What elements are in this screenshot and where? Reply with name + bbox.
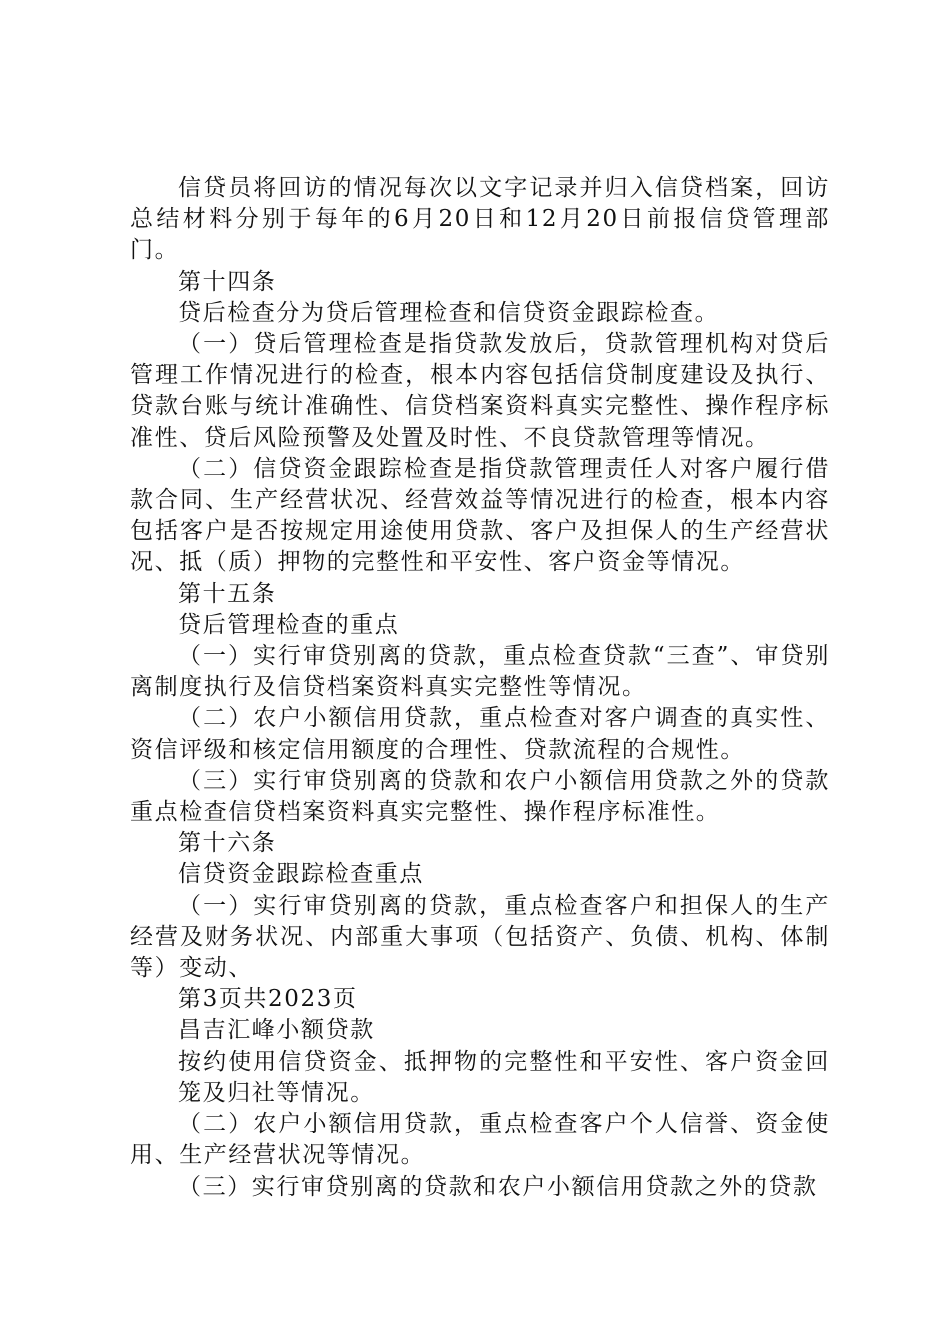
paragraph-tracking-focus-1: （一）实行审贷别离的贷款，重点检查客户和担保人的生产经营及财务状况、内部重大事项（包括资产、负债、机构、体制等）变动、 <box>130 892 830 982</box>
paragraph-tracking-continued: 按约使用信贷资金、抵押物的完整性和平安性、客户资金回笼及归社等情况。 <box>178 1048 830 1106</box>
paragraph-fund-tracking-inspection: （二）信贷资金跟踪检查是指贷款管理责任人对客户履行借款合同、生产经营状况、经营效益等情况进行的检查，根本内容包括客户是否按规定用途使用贷款、客户及担保人的生产经营状况、抵（质）押物的完整性和平安性、客户资金等情况。 <box>130 455 830 576</box>
document-body <box>130 173 830 1203</box>
section-heading-tracking-focus: 信贷资金跟踪检查重点 <box>178 861 424 888</box>
article-heading-15: 第十五条 <box>178 580 277 607</box>
article-heading-16: 第十六条 <box>178 830 277 857</box>
paragraph-tracking-focus-2: （二）农户小额信用贷款，重点检查客户个人信誉、资金使用、生产经营状况等情况。 <box>130 1111 830 1169</box>
page-header-company: 昌吉汇峰小额贷款 <box>178 1017 375 1044</box>
paragraph-post-loan-management-inspection: （一）贷后管理检查是指贷款发放后，贷款管理机构对贷后管理工作情况进行的检查，根本内容包括信贷制度建设及执行、贷款台账与统计准确性、信贷档案资料真实完整性、操作程序标准性、贷后风险预警及处置及时性、不良贷款管理等情况。 <box>130 331 830 451</box>
paragraph-management-focus-1: （一）实行审贷别离的贷款，重点检查贷款“三查”、审贷别离制度执行及信贷档案资料真实完整性等情况。 <box>130 643 830 701</box>
section-heading-management-focus: 贷后管理检查的重点 <box>178 611 400 638</box>
paragraph-management-focus-3: （三）实行审贷别离的贷款和农户小额信用贷款之外的贷款重点检查信贷档案资料真实完整性、操作程序标准性。 <box>130 767 830 826</box>
paragraph-inspection-types: 贷后检查分为贷后管理检查和信贷资金跟踪检查。 <box>178 299 720 326</box>
article-heading-14: 第十四条 <box>178 268 277 295</box>
paragraph-revisit-record: 信贷员将回访的情况每次以文字记录并归入信贷档案，回访总结材料分别于每年的6月20日和12月20日前报信贷管理部门。 <box>130 175 830 264</box>
paragraph-tracking-focus-3: （三）实行审贷别离的贷款和农户小额信用贷款之外的贷款 <box>178 1173 818 1200</box>
paragraph-management-focus-2: （二）农户小额信用贷款，重点检查对客户调查的真实性、资信评级和核定信用额度的合理性、贷款流程的合规性。 <box>130 705 830 763</box>
page-footer: 第3页共2023页 <box>178 986 358 1013</box>
